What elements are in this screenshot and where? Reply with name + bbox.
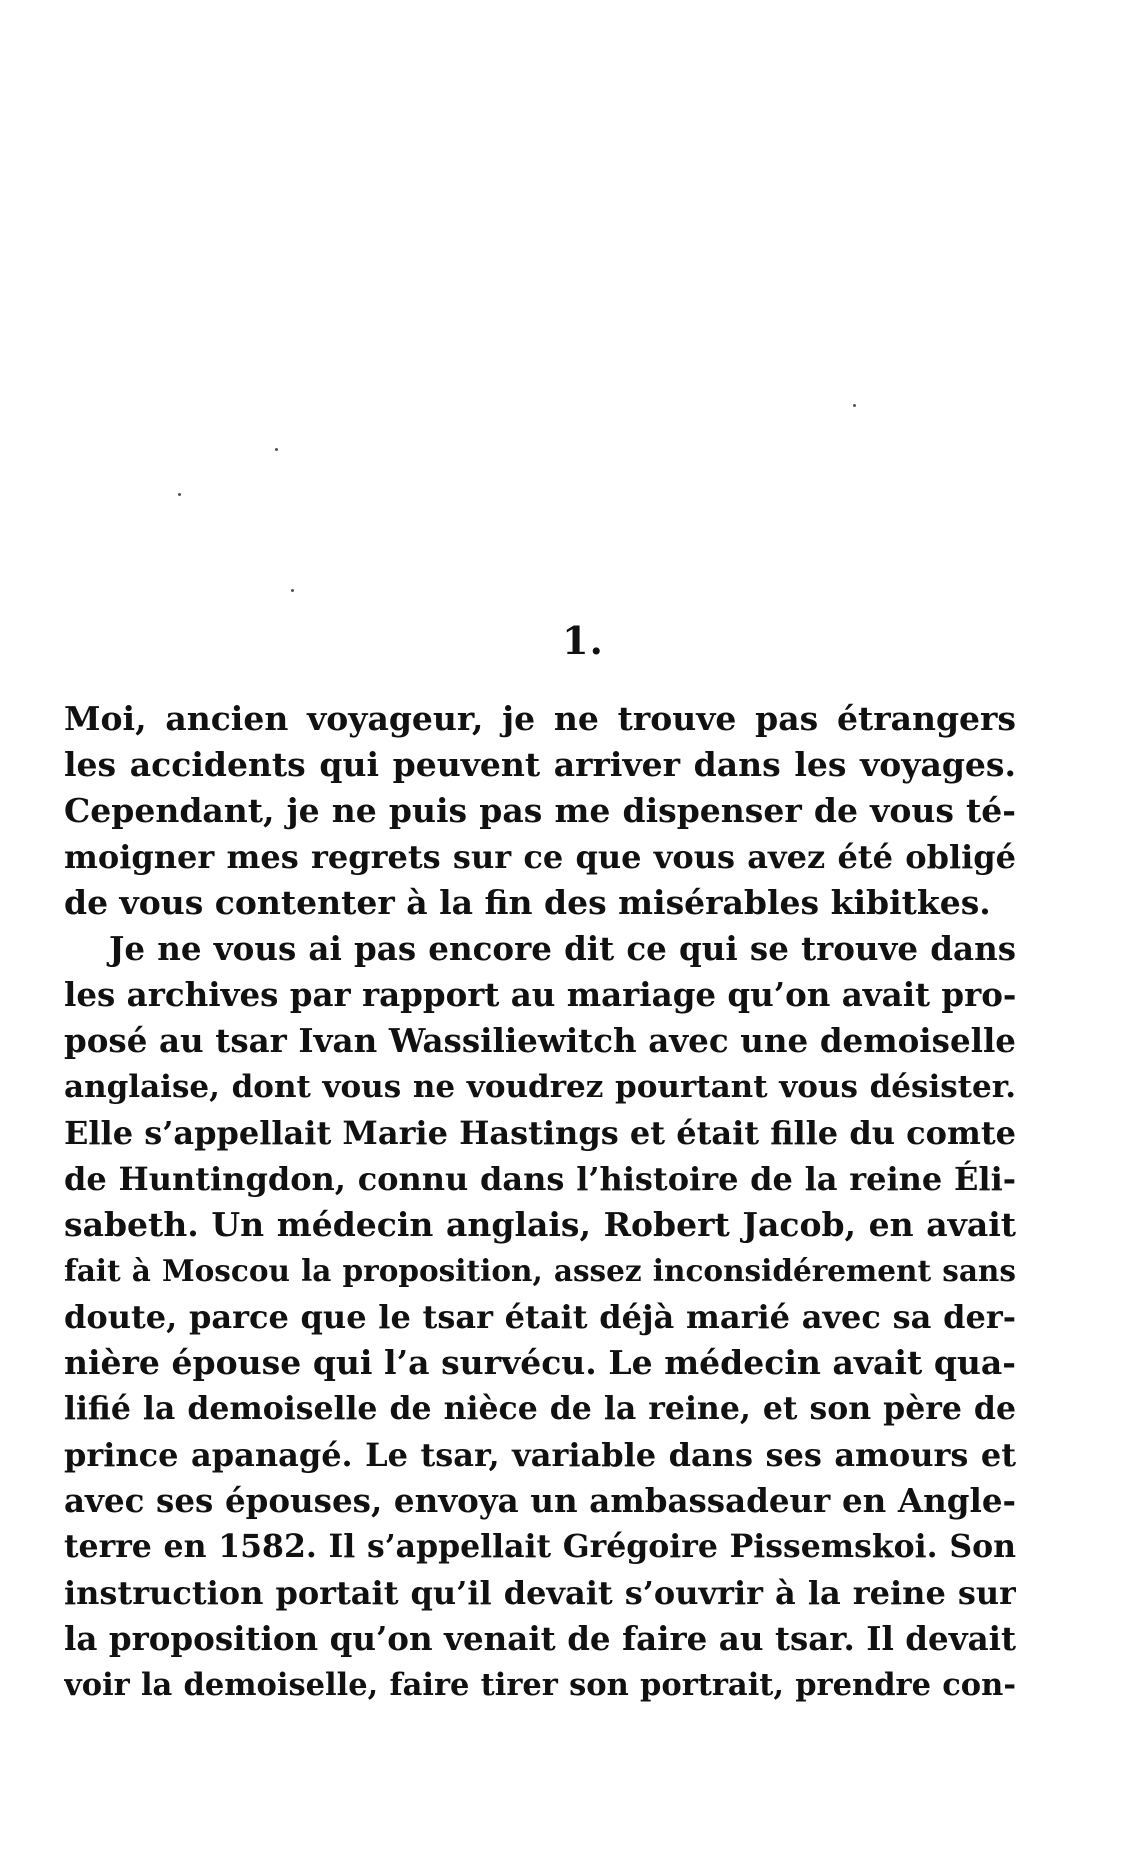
text-line: de vous contenter à la fin des misérables kibitkes.: [64, 883, 991, 922]
text-line: terre en 1582. Il s’appellait Grégoire Pissemskoi. Son: [64, 1528, 1016, 1565]
text-line: moigner mes regrets sur ce que vous avez été obligé: [64, 838, 1016, 876]
print-speck: [853, 404, 856, 407]
print-speck: [178, 493, 181, 496]
text-line: voir la demoiselle, faire tirer son portrait, prendre con-: [64, 1667, 1016, 1703]
text-line: Elle s’appellait Marie Hastings et était fille du comte: [64, 1114, 1016, 1152]
text-line: de Huntingdon, connu dans l’histoire de la reine Éli-: [64, 1160, 1016, 1198]
text-line: posé au tsar Ivan Wassiliewitch avec une demoiselle: [64, 1021, 1016, 1060]
text-line: les accidents qui peuvent arriver dans les voyages.: [64, 745, 1016, 784]
text-line: fait à Moscou la proposition, assez inconsidérement sans: [64, 1253, 1016, 1288]
text-line: sabeth. Un médecin anglais, Robert Jacob, en avait: [64, 1205, 1016, 1244]
text-line: les archives par rapport au mariage qu’on avait pro-: [64, 975, 1016, 1014]
chapter-number: 1.: [562, 618, 604, 663]
text-line: nière épouse qui l’a survécu. Le médecin avait qua-: [64, 1343, 1016, 1382]
text-line: Moi, ancien voyageur, je ne trouve pas étrangers: [64, 699, 1016, 738]
body-text: [64, 696, 1016, 1708]
text-line: prince apanagé. Le tsar, variable dans ses amours et: [64, 1436, 1016, 1474]
text-line: doute, parce que le tsar était déjà marié avec sa der-: [64, 1298, 1016, 1336]
text-line: lifié la demoiselle de nièce de la reine, et son père de: [64, 1390, 1016, 1427]
text-line: la proposition qu’on venait de faire au tsar. Il devait: [64, 1619, 1016, 1658]
text-line: Cependant, je ne puis pas me dispenser de vous té-: [64, 791, 1016, 830]
print-speck: [275, 448, 278, 451]
print-speck: [291, 589, 294, 592]
text-line: instruction portait qu’il devait s’ouvrir à la reine sur: [64, 1574, 1016, 1612]
text-line: anglaise, dont vous ne voudrez pourtant vous désister.: [64, 1069, 1016, 1105]
text-line: avec ses épouses, envoya un ambassadeur en Angle-: [64, 1481, 1016, 1520]
text-line: Je ne vous ai pas encore dit ce qui se trouve dans: [109, 929, 1016, 968]
